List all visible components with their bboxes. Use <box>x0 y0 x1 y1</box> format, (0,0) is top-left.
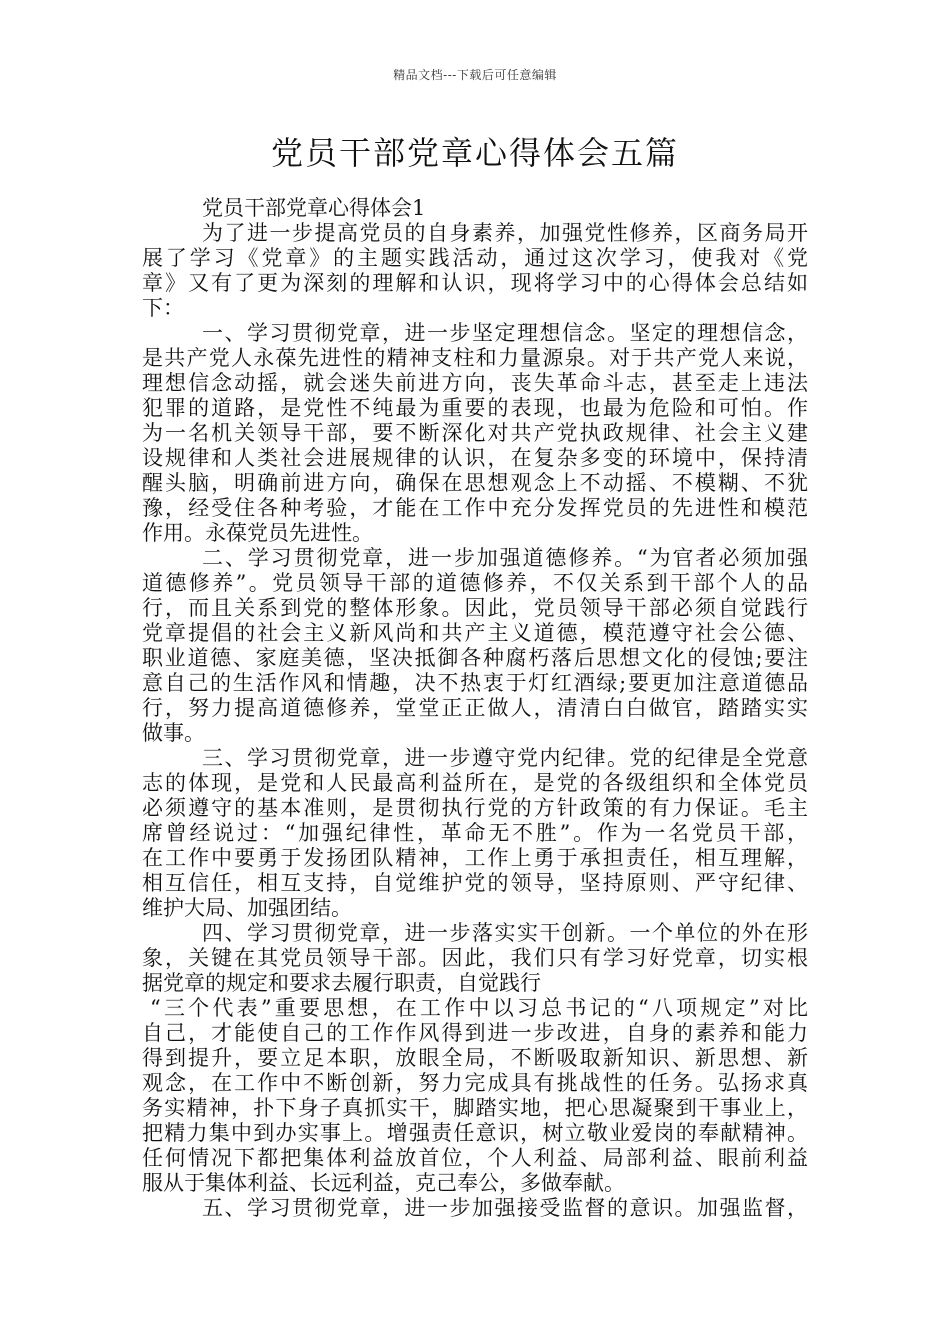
document-body <box>142 196 808 1221</box>
text-line: 下： <box>142 296 184 320</box>
text-line: 醒头脑，明确前进方向，确保在思想观念上不动摇、不模糊、不犹 <box>142 471 808 495</box>
text-line: 意自己的生活作风和情趣，决不热衷于灯红酒绿;要更加注意道德品 <box>142 671 808 695</box>
text-line: 自己，才能使自己的工作作风得到进一步改进，自身的素养和能力 <box>142 1021 808 1045</box>
text-line: 展了学习《党章》的主题实践活动，通过这次学习，使我对《党 <box>142 246 808 270</box>
text-line: 行，而且关系到党的整体形象。因此，党员领导干部必须自觉践行 <box>142 596 808 620</box>
text-line: 在工作中要勇于发扬团队精神，工作上勇于承担责任，相互理解， <box>142 846 808 870</box>
text-line: 象，关键在其党员领导干部。因此，我们只有学习好党章，切实根 <box>142 946 808 970</box>
text-line: 设规律和人类社会进展规律的认识，在复杂多变的环境中，保持清 <box>142 446 808 470</box>
text-line: 章》又有了更为深刻的理解和认识，现将学习中的心得体会总结如 <box>142 271 808 295</box>
text-line: 维护大局、加强团结。 <box>142 896 352 920</box>
text-line: “三个代表”重要思想，在工作中以习总书记的“八项规定”对比 <box>150 996 808 1020</box>
text-line: 三、学习贯彻党章，进一步遵守党内纪律。党的纪律是全党意 <box>202 746 808 770</box>
text-line: 志的体现，是党和人民最高利益所在，是党的各级组织和全体党员 <box>142 771 808 795</box>
text-line: 四、学习贯彻党章，进一步落实实干创新。一个单位的外在形 <box>202 921 808 945</box>
text-line: 相互信任，相互支持，自觉维护党的领导，坚持原则、严守纪律、 <box>142 871 808 895</box>
text-line: 任何情况下都把集体利益放首位，个人利益、局部利益、眼前利益 <box>142 1146 808 1170</box>
text-line: 职业道德、家庭美德，坚决抵御各种腐朽落后思想文化的侵蚀;要注 <box>142 646 808 670</box>
text-line: 行，努力提高道德修养，堂堂正正做人，清清白白做官，踏踏实实 <box>142 696 808 720</box>
text-line: 做事。 <box>142 721 205 745</box>
text-line: 席曾经说过：“加强纪律性，革命无不胜”。作为一名党员干部， <box>142 821 808 845</box>
text-line: 服从于集体利益、长远利益，克己奉公，多做奉献。 <box>142 1171 625 1195</box>
text-line: 豫，经受住各种考验，才能在工作中充分发挥党员的先进性和模范 <box>142 496 808 520</box>
document-title: 党员干部党章心得体会五篇 <box>270 134 679 172</box>
text-line: 为了进一步提高党员的自身素养，加强党性修养，区商务局开 <box>202 221 808 245</box>
text-line: 党员干部党章心得体会1 <box>202 196 426 220</box>
text-line: 观念，在工作中不断创新，努力完成具有挑战性的任务。弘扬求真 <box>142 1071 808 1095</box>
text-line: 一、学习贯彻党章，进一步坚定理想信念。坚定的理想信念， <box>202 321 808 345</box>
text-line: 为一名机关领导干部，要不断深化对共产党执政规律、社会主义建 <box>142 421 808 445</box>
text-line: 道德修养”。党员领导干部的道德修养，不仅关系到干部个人的品 <box>142 571 808 595</box>
header-note: 精品文档---下载后可任意编辑 <box>393 68 557 82</box>
text-line: 党章提倡的社会主义新风尚和共产主义道德，模范遵守社会公德、 <box>142 621 808 645</box>
text-line: 得到提升，要立足本职，放眼全局，不断吸取新知识、新思想、新 <box>142 1046 808 1070</box>
text-line: 犯罪的道路，是党性不纯最为重要的表现，也最为危险和可怕。作 <box>142 396 808 420</box>
text-line: 据党章的规定和要求去履行职责，自觉践行 <box>142 971 541 995</box>
text-line: 二、学习贯彻党章，进一步加强道德修养。“为官者必须加强 <box>202 546 808 570</box>
text-line: 把精力集中到办实事上。增强责任意识，树立敬业爱岗的奉献精神。 <box>142 1121 808 1145</box>
text-line: 五、学习贯彻党章，进一步加强接受监督的意识。加强监督， <box>202 1196 808 1220</box>
text-line: 是共产党人永葆先进性的精神支柱和力量源泉。对于共产党人来说， <box>142 346 808 370</box>
text-line: 作用。永葆党员先进性。 <box>142 521 373 545</box>
text-line: 务实精神，扑下身子真抓实干，脚踏实地，把心思凝聚到干事业上， <box>142 1096 808 1120</box>
text-line: 理想信念动摇，就会迷失前进方向，丧失革命斗志，甚至走上违法 <box>142 371 808 395</box>
text-line: 必须遵守的基本准则，是贯彻执行党的方针政策的有力保证。毛主 <box>142 796 808 820</box>
